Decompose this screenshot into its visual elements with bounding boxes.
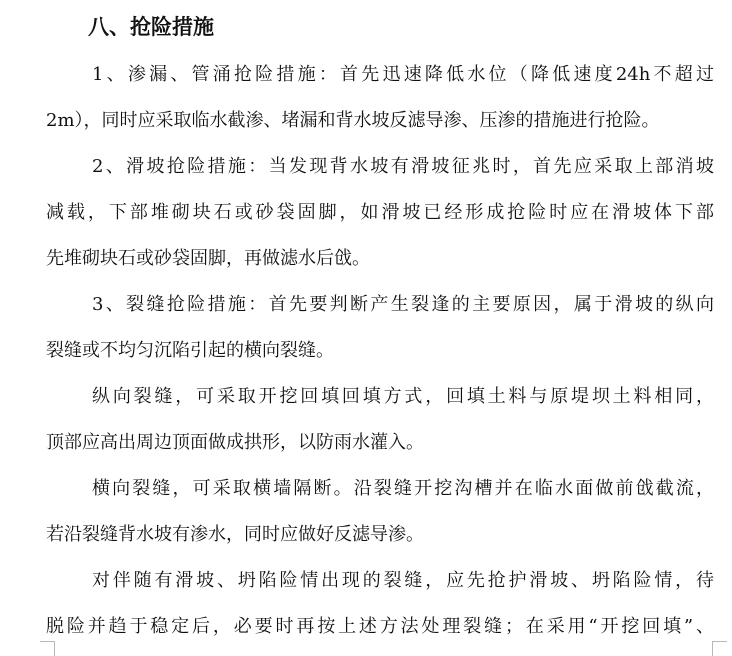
page-corner-mark-left [40, 641, 55, 656]
paragraph-seepage-piping [46, 52, 714, 144]
paragraph-line: 裂缝或不均匀沉陷引起的横向裂缝。 [46, 340, 334, 361]
paragraph-crack [46, 282, 714, 374]
paragraph-line: 若沿裂缝背水坡有渗水，同时应做好反滤导渗。 [46, 524, 424, 545]
paragraph-line: 2、滑坡抢险措施：当发现背水坡有滑坡征兆时，首先应采取上部消坡 [92, 156, 714, 177]
paragraph-line: 脱险并趋于稳定后，必要时再按上述方法处理裂缝；在采用“开挖回填”、 [46, 616, 714, 637]
paragraph-longitudinal-crack [46, 374, 714, 466]
paragraph-line: 先堆砌块石或砂袋固脚，再做滤水后戗。 [46, 248, 370, 269]
paragraph-line: 横向裂缝，可采取横墙隔断。沿裂缝开挖沟槽并在临水面做前戗截流， [92, 478, 714, 499]
paragraph-line: 纵向裂缝，可采取开挖回填回填方式，回填土料与原堤坝土料相同， [92, 386, 714, 407]
paragraph-line: 顶部应高出周边顶面做成拱形，以防雨水灌入。 [46, 432, 424, 453]
paragraph-line: 对伴随有滑坡、坍陷险情出现的裂缝，应先抢护滑坡、坍陷险情，待 [92, 570, 714, 591]
paragraph-combined-hazard [46, 558, 714, 650]
paragraph-transverse-crack [46, 466, 714, 558]
paragraph-line: 1、渗漏、管涌抢险措施：首先迅速降低水位（降低速度24h不超过 [92, 64, 714, 85]
paragraph-landslide [46, 144, 714, 282]
page-corner-mark-right [712, 641, 727, 656]
section-heading: 八、抢险措施 [88, 15, 214, 39]
paragraph-line: 2m），同时应采取临水截渗、堵漏和背水坡反滤导渗、压渗的措施进行抢险。 [46, 110, 660, 131]
paragraph-line: 3、裂缝抢险措施：首先要判断产生裂逢的主要原因，属于滑坡的纵向 [92, 294, 714, 315]
paragraph-line: 减载，下部堆砌块石或砂袋固脚，如滑坡已经形成抢险时应在滑坡体下部 [46, 202, 714, 223]
